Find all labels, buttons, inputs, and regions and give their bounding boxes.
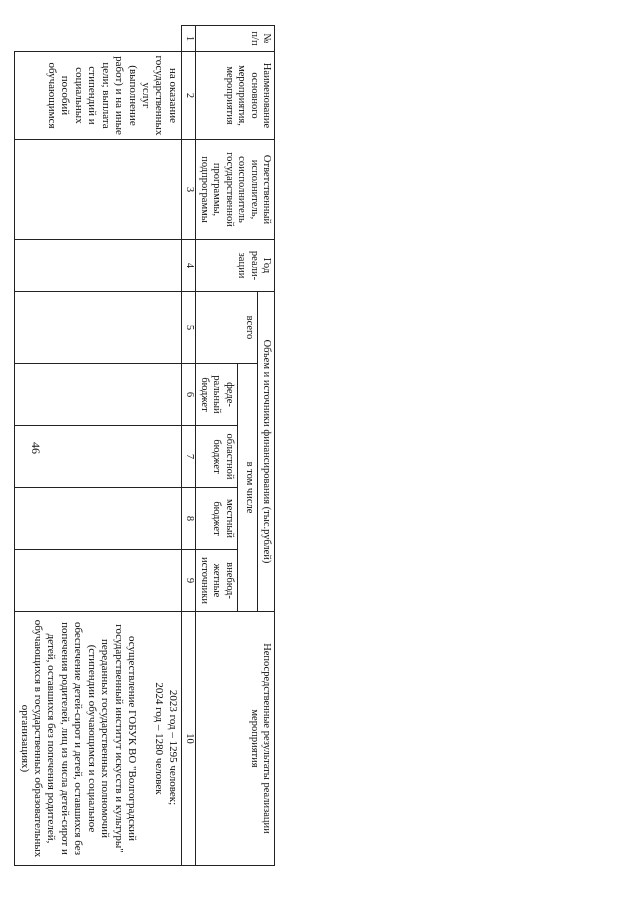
- header-offbudget: внебюд-жетные источники: [195, 550, 237, 612]
- table-row: [15, 26, 181, 866]
- column-number: 6: [181, 364, 195, 426]
- row-results-cell: [15, 612, 181, 866]
- row-num-cell: [15, 26, 181, 52]
- row-total-cell: [15, 292, 181, 364]
- header-funding: Объем и источники финансирования (тыс.рублей): [257, 292, 274, 612]
- header-num: № п/п: [195, 26, 274, 52]
- results-line-2024: 2024 год – 1280 человек: [153, 682, 166, 795]
- results-line-2023: 2023 год – 1295 человек;: [166, 689, 179, 806]
- row-executor-cell: [15, 140, 181, 240]
- header-in-that: в том числе: [237, 364, 257, 612]
- column-number: 4: [181, 240, 195, 292]
- column-number: 7: [181, 426, 195, 488]
- row-offbudget-cell: [15, 550, 181, 612]
- column-number: 3: [181, 140, 195, 240]
- header-local: местный бюджет: [195, 488, 237, 550]
- header-year: Год реали-зации: [195, 240, 274, 292]
- header-regional: областной бюджет: [195, 426, 237, 488]
- header-federal: феде-ральный бюджет: [195, 364, 237, 426]
- column-number-row: [181, 26, 195, 866]
- header-executor: Ответственный исполнитель, соисполнитель государственной программы, подпрограммы: [195, 140, 274, 240]
- funding-table: [14, 25, 275, 866]
- row-year-cell: [15, 240, 181, 292]
- row-local-cell: [15, 488, 181, 550]
- column-number: 2: [181, 52, 195, 140]
- header-results: Непосредственные результаты реализации мероприятия: [195, 612, 274, 866]
- column-number: 10: [181, 612, 195, 866]
- row-name-cell: на оказание государственных услуг (выполнение работ) и на иные цели; выплата стипендий и социальных пособий обучающимся: [15, 52, 181, 140]
- page-number: 46: [29, 442, 43, 454]
- column-number: 9: [181, 550, 195, 612]
- header-total: всего: [195, 292, 257, 364]
- row-regional-cell: [15, 426, 181, 488]
- header-name: Наименование основного мероприятия, мероприятия: [195, 52, 274, 140]
- column-number: 1: [181, 26, 195, 52]
- column-number: 5: [181, 292, 195, 364]
- column-number: 8: [181, 488, 195, 550]
- row-federal-cell: [15, 364, 181, 426]
- results-description: осуществление ГОБУК ВО "Волгоградский государственный институт искусств и культуры" переданных государственных полномочий (стипендии обучающимся и социальное обеспечение детей-сирот и детей, оставшихся без попечения родителей, лиц из числа детей-сирот и детей, оставшихся без попечения родителей, обучающихся в государственных образовательных организациях): [18, 619, 138, 858]
